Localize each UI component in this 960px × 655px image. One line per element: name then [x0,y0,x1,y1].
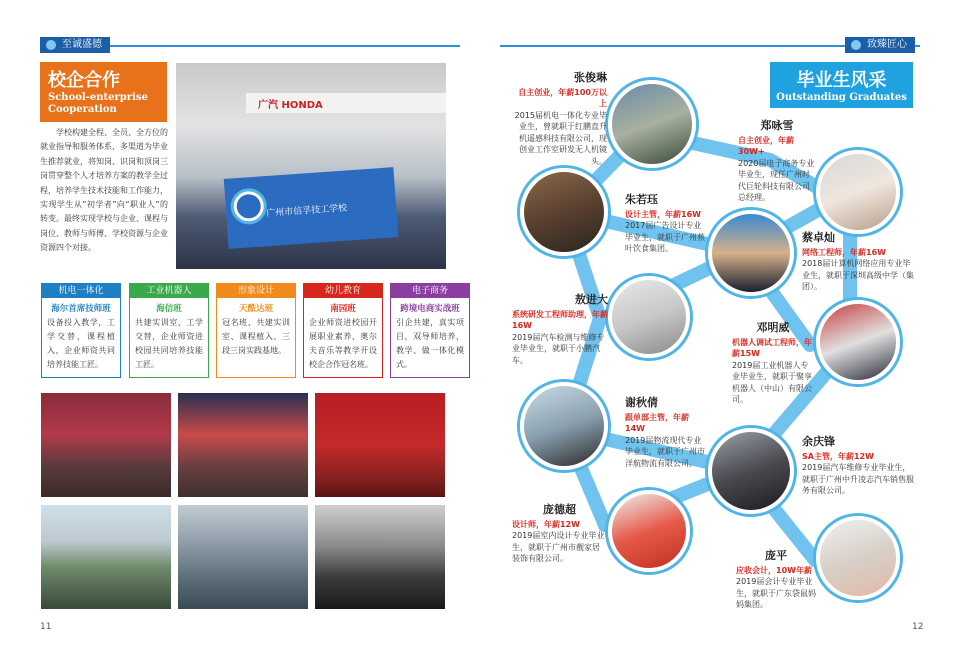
graduate-card-2: 郑咏雪 自主创业，年薪30W+ 2020届电子商务专业毕业生，现任广州时代巨轮科技有限公司总经理。 [738,119,815,202]
event-photo-6 [315,505,445,609]
graduate-photo-7 [520,382,608,470]
section-title-box [770,62,913,108]
program-tag: 形象设计 [217,284,295,298]
program-card [303,283,383,378]
graduate-photo-9 [608,490,690,572]
program-class: 海尔首席技师班 [51,304,111,314]
program-card [216,283,296,378]
program-class: 海信班 [156,304,182,314]
program-tag: 工业机器人 [130,284,208,298]
group-photo [176,63,446,269]
section-title-box [40,62,167,122]
event-photo-1 [41,393,171,497]
graduate-card-9: 庞德超 设计师，年薪12W 2019届室内设计专业毕业生，就职于广州市靓家居装饰有限公司。 [512,503,605,563]
graduate-photo-5 [608,276,690,358]
program-tag: 幼儿教育 [304,284,382,298]
program-desc: 引企共建，真实项目，双导师培养，教学、做一体化模式。 [396,318,464,369]
program-card [41,283,121,378]
intro-paragraph: 学校构建全程、全员、全方位的就业指导和服务体系，多渠道为毕业生推荐就业，将知岗、识岗和顶岗三岗贯穿整个人才培养方案的教学全过程，培养学生技术技能和工作能力，实现学生从“初学者”向“职业人”的转变。最终实现学校与企业、课程与岗位、教师与师傅、学校资源与企业资源四个对接。 [40,128,168,253]
graduate-card-3: 朱若珏 设计主管，年薪16W 2017届广告设计专业毕业生，就职于广州蕉叶饮食集团。 [625,193,705,253]
event-photo-4 [41,505,171,609]
header-dot-icon [46,40,56,50]
header-tag: 致臻匠心 [845,37,915,53]
program-card [129,283,209,378]
graduate-card-5: 敖进大 系统研发工程师助理，年薪16W 2019届汽车检测与维修专业毕业生，就职于小鹏汽车。 [512,293,608,365]
program-desc: 企业师资进校园开展职业素养、奥尔夫音乐等教学开设校企合作冠名班。 [309,318,377,369]
header-tag: 至诚盛德 [40,37,110,53]
event-photo-5 [178,505,308,609]
section-title: 校企合作 [48,70,120,91]
program-class: 跨境电商实战班 [400,304,460,314]
program-desc: 冠名班、共建实训室、课程植入、三段三岗实践基地。 [222,318,290,355]
graduate-photo-10 [816,516,900,600]
graduate-photo-8 [708,428,794,514]
program-desc: 共建实训室，工学交替，企业师资进校园共同培养技能工匠。 [135,318,203,369]
page-number: 12 [912,622,924,632]
graduate-card-1: 张俊琳 自主创业，年薪100万以上 2015届机电一体化专业毕业生，曾就职于红鹏直升机遥感科技有限公司，现创业工作室研发无人机镜头。 [514,71,607,166]
graduate-photo-4 [708,210,794,296]
program-class: 南园班 [330,304,356,314]
section-subtitle: School-enterprise Cooperation [48,92,148,115]
page-number: 11 [40,622,52,632]
program-card [390,283,470,378]
graduate-photo-2 [816,150,900,234]
school-banner: 广州市信孚技工学校 [224,167,398,249]
graduate-card-6: 邓明威 机器人调试工程师，年薪15W 2019届工业机器人专业毕业生，就职于聚享机器人（中山）有限公司。 [732,321,812,404]
right-page [480,0,960,655]
event-photo-3 [315,393,445,497]
graduate-card-7: 谢秋倩 跟单部主管，年薪14W 2019届物流现代专业毕业生，就职于广州市洋航物流有限公司。 [625,396,705,468]
graduate-card-8: 余庆锋 SA主管，年薪12W 2019届汽车维修专业毕业生，就职于广州中升凌志汽车销售服务有限公司。 [802,435,914,495]
program-class: 天酷达班 [238,304,273,314]
graduate-card-4: 蔡卓灿 网络工程师，年薪16W 2018届计算机网络应用专业毕业生，就职于深圳高级中学（集团）。 [802,231,914,291]
graduate-photo-3 [520,168,608,256]
graduate-photo-6 [816,300,900,384]
school-logo-icon [233,190,265,222]
section-subtitle: Outstanding Graduates [776,92,907,103]
honda-logo: 广汽 HONDA [258,100,323,111]
event-photo-2 [178,393,308,497]
program-desc: 设备投入教学，工学交替，课程植入，企业师资共同培养技能工匠。 [47,318,115,369]
program-tag: 机电一体化 [42,284,120,298]
section-title: 毕业生风采 [796,70,887,91]
program-tag: 电子商务 [391,284,469,298]
graduate-card-10: 庞平 应收会计，10W年薪 2019届会计专业毕业生，就职于广东袋鼠妈妈集团。 [736,549,816,609]
graduate-photo-1 [608,80,696,168]
